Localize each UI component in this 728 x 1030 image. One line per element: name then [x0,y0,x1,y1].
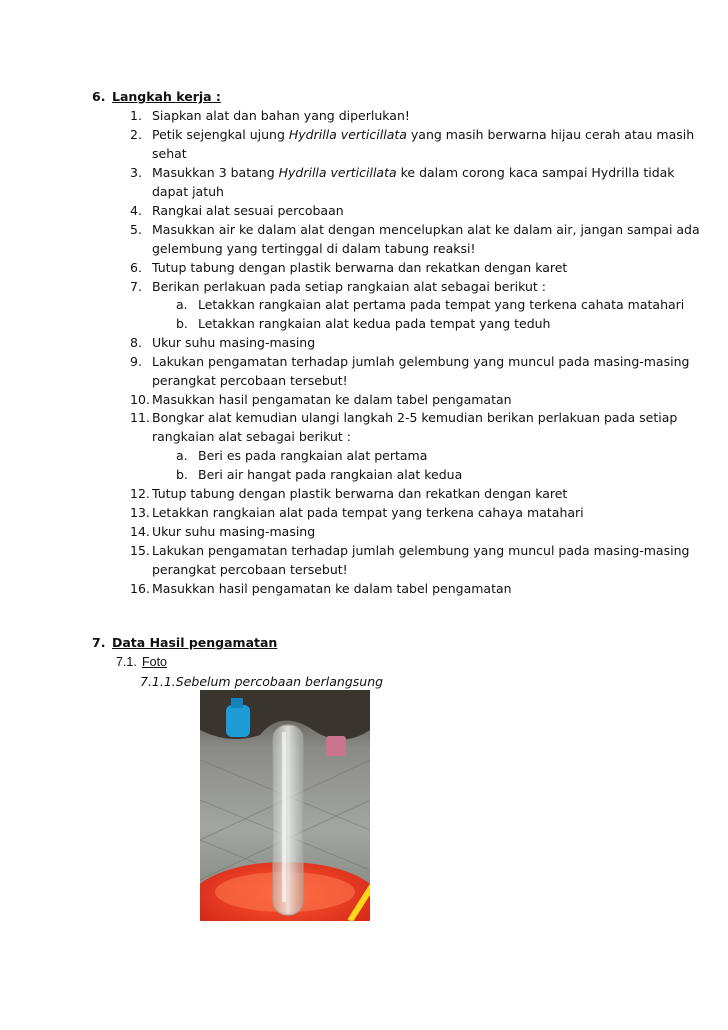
sub-list-item: a. Beri es pada rangkaian alat pertama [176,448,428,463]
experiment-photo [200,690,370,921]
list-item: 15. Lakukan pengamatan terhadap jumlah gelembung yang muncul pada masing-masing [130,543,690,558]
list-item: 14. Ukur suhu masing-masing [130,524,316,539]
list-item-continuation: perangkat percobaan tersebut! [152,373,348,388]
list-item: 13. Letakkan rangkaian alat pada tempat yang terkena cahaya matahari [130,505,584,520]
sub-list-item: a. Letakkan rangkaian alat pertama pada tempat yang terkena cahata matahari [176,297,685,312]
subsection-7-1-number: 7.1. [116,655,137,669]
list-item: 8. Ukur suhu masing-masing [130,335,316,350]
sub-list-item: b. Letakkan rangkaian alat kedua pada tempat yang teduh [176,316,551,331]
subsection-7-1-1-caption: 7.1.1.Sebelum percobaan berlangsung [140,674,384,689]
list-item: 1. Siapkan alat dan bahan yang diperlukan! [130,108,410,123]
list-item: 16. Masukkan hasil pengamatan ke dalam tabel pengamatan [130,581,512,596]
list-item-continuation: rangkaian alat sebagai berikut : [152,429,351,444]
list-item: 2. Petik sejengkal ujung Hydrilla verticillata yang masih berwarna hijau cerah atau masih [130,127,695,142]
list-item: 4. Rangkai alat sesuai percobaan [130,203,344,218]
sub-list-item: b. Beri air hangat pada rangkaian alat kedua [176,467,463,482]
list-item: 7. Berikan perlakuan pada setiap rangkaian alat sebagai berikut : [130,279,546,294]
subsection-7-1-title: Foto [142,655,168,669]
section-6-number: 6. [92,89,106,104]
list-item-continuation: dapat jatuh [152,184,224,199]
list-item-continuation: sehat [152,146,187,161]
section-7-title: Data Hasil pengamatan [112,635,278,650]
list-item: 9. Lakukan pengamatan terhadap jumlah gelembung yang muncul pada masing-masing [130,354,690,369]
list-item-continuation: gelembung yang tertinggal di dalam tabung reaksi! [152,241,476,256]
list-item: 11. Bongkar alat kemudian ulangi langkah 2-5 kemudian berikan perlakuan pada setiap [130,410,678,425]
list-item: 5. Masukkan air ke dalam alat dengan mencelupkan alat ke dalam air, jangan sampai ada [130,222,700,237]
list-item: 12. Tutup tabung dengan plastik berwarna dan rekatkan dengan karet [130,486,568,501]
section-6-title: Langkah kerja : [112,89,221,104]
list-item: 3. Masukkan 3 batang Hydrilla verticillata ke dalam corong kaca sampai Hydrilla tidak [130,165,675,180]
section-7-number: 7. [92,635,106,650]
list-item-continuation: perangkat percobaan tersebut! [152,562,348,577]
list-item: 6. Tutup tabung dengan plastik berwarna dan rekatkan dengan karet [130,260,568,275]
list-item: 10. Masukkan hasil pengamatan ke dalam tabel pengamatan [130,392,512,407]
